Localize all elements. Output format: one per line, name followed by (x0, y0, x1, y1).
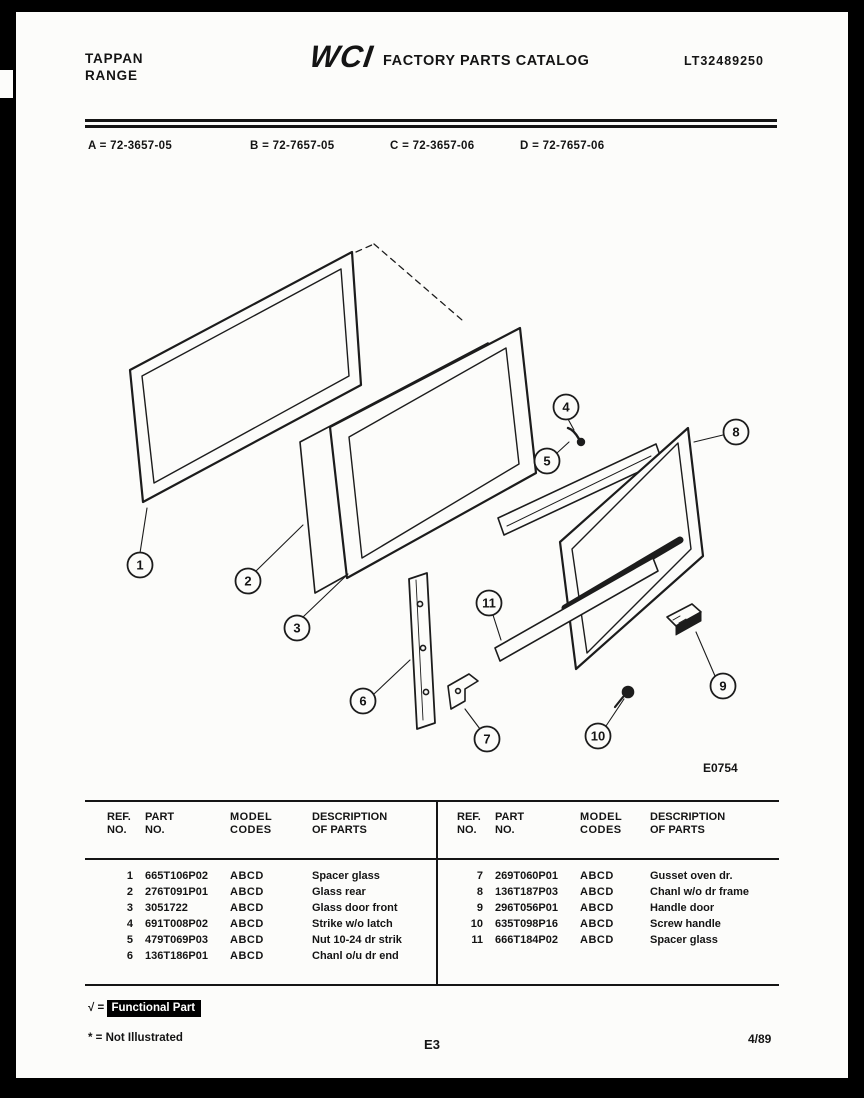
col-desc-header: DESCRIPTION OF PARTS (312, 811, 388, 836)
callout-1 (128, 553, 153, 578)
cell-desc: Nut 10-24 dr strik (312, 934, 402, 946)
part-9-handle (667, 604, 701, 635)
svg-text:4: 4 (562, 399, 570, 415)
table-row (438, 884, 779, 900)
parts-table-left (85, 802, 436, 984)
cell-codes: ABCD (230, 950, 264, 962)
callout-6 (351, 689, 376, 714)
cell-codes: ABCD (230, 902, 264, 914)
catalog-title: FACTORY PARTS CATALOG (383, 53, 590, 69)
scan-artifact (0, 70, 13, 98)
projection-dashed-line (356, 244, 462, 320)
parts-table (85, 800, 779, 986)
part-4-strike (568, 428, 584, 445)
table-row (85, 868, 436, 884)
table-row (85, 948, 436, 964)
svg-text:5: 5 (543, 453, 551, 469)
cell-part: 136T186P01 (145, 950, 208, 962)
callout-9 (711, 674, 736, 699)
cell-ref: 2 (126, 886, 133, 898)
model-code-b: B = 72-7657-05 (250, 140, 335, 152)
model-code-d: D = 72-7657-06 (520, 140, 605, 152)
col-part-header: PART NO. (145, 811, 175, 836)
cell-codes: ABCD (230, 886, 264, 898)
table-row (85, 900, 436, 916)
cell-desc: Spacer glass (312, 870, 380, 882)
col-part-header: PART NO. (495, 811, 525, 836)
cell-ref: 7 (476, 870, 483, 882)
cell-codes: ABCD (230, 934, 264, 946)
svg-text:9: 9 (719, 678, 727, 694)
table-row (438, 916, 779, 932)
table-row (438, 932, 779, 948)
page-number: E3 (424, 1037, 440, 1052)
col-ref-header: REF. NO. (107, 811, 131, 836)
cell-part: 276T091P01 (145, 886, 208, 898)
functional-part-label: Functional Part (107, 1000, 201, 1017)
part-10-screw (615, 687, 634, 708)
svg-text:3: 3 (293, 620, 301, 636)
table-header (85, 811, 436, 837)
cell-ref: 10 (470, 918, 483, 930)
model-code-a: A = 72-3657-05 (88, 140, 173, 152)
col-ref-header: REF. NO. (457, 811, 481, 836)
exploded-view-diagram (60, 180, 760, 790)
svg-text:2: 2 (244, 573, 252, 589)
document-code: LT32489250 (684, 54, 764, 68)
cell-part: 3051722 (145, 902, 188, 914)
callout-8 (724, 420, 749, 445)
callout-7 (475, 727, 500, 752)
svg-text:7: 7 (483, 731, 491, 747)
svg-text:8: 8 (732, 424, 740, 440)
callout-3 (285, 616, 310, 641)
cell-ref: 1 (126, 870, 133, 882)
cell-ref: 5 (126, 934, 133, 946)
cell-ref: 8 (476, 886, 483, 898)
table-body-left (85, 868, 436, 964)
table-row (438, 900, 779, 916)
cell-desc: Strike w/o latch (312, 918, 393, 930)
cell-part: 691T008P02 (145, 918, 208, 930)
col-codes-header: MODEL CODES (230, 811, 273, 836)
cell-ref: 4 (126, 918, 133, 930)
cell-part: 296T056P01 (495, 902, 558, 914)
model-code-c: C = 72-3657-06 (390, 140, 475, 152)
callout-10 (586, 724, 611, 749)
table-row (85, 884, 436, 900)
svg-text:11: 11 (482, 595, 496, 611)
functional-part-note (88, 1002, 201, 1014)
cell-desc: Screw handle (650, 918, 721, 930)
cell-codes: ABCD (230, 918, 264, 930)
cell-part: 136T187P03 (495, 886, 558, 898)
date-code: 4/89 (748, 1032, 772, 1046)
catalog-page (16, 12, 848, 1078)
parts-table-right (438, 802, 779, 984)
table-body-right (438, 868, 779, 948)
cell-ref: 3 (126, 902, 133, 914)
svg-text:1: 1 (136, 557, 144, 573)
cell-part: 666T184P02 (495, 934, 558, 946)
callout-5 (535, 449, 560, 474)
cell-ref: 9 (476, 902, 483, 914)
cell-ref: 11 (471, 934, 483, 946)
svg-text:6: 6 (359, 693, 367, 709)
cell-part: 479T069P03 (145, 934, 208, 946)
cell-part: 269T060P01 (495, 870, 558, 882)
part-3-glass-door-front (330, 328, 536, 578)
callout-4 (554, 395, 579, 420)
cell-codes: ABCD (580, 934, 614, 946)
col-codes-header: MODEL CODES (580, 811, 623, 836)
cell-desc: Glass rear (312, 886, 366, 898)
functional-part-prefix: √ = (88, 1002, 105, 1014)
wci-logo: WCI (307, 39, 376, 74)
col-desc-header: DESCRIPTION OF PARTS (650, 811, 726, 836)
table-row (85, 916, 436, 932)
cell-desc: Gusset oven dr. (650, 870, 733, 882)
cell-codes: ABCD (580, 886, 614, 898)
brand-line-1: TAPPAN (85, 51, 144, 66)
header-rule (85, 119, 777, 128)
callout-2 (236, 569, 261, 594)
svg-text:10: 10 (590, 728, 606, 744)
part-7-gusset (448, 674, 478, 709)
cell-desc: Handle door (650, 902, 715, 914)
cell-codes: ABCD (580, 870, 614, 882)
not-illustrated-note: * = Not Illustrated (88, 1032, 183, 1044)
cell-ref: 6 (126, 950, 133, 962)
cell-desc: Glass door front (312, 902, 398, 914)
brand-name (85, 50, 143, 84)
table-header (438, 811, 779, 837)
figure-code: E0754 (703, 761, 738, 775)
brand-line-2: RANGE (85, 68, 138, 83)
callout-11 (477, 591, 502, 616)
cell-part: 635T098P16 (495, 918, 558, 930)
part-6-channel (409, 573, 435, 729)
table-row (438, 868, 779, 884)
cell-codes: ABCD (580, 918, 614, 930)
cell-codes: ABCD (580, 902, 614, 914)
cell-desc: Spacer glass (650, 934, 718, 946)
cell-desc: Chanl o/u dr end (312, 950, 399, 962)
cell-desc: Chanl w/o dr frame (650, 886, 750, 898)
cell-part: 665T106P02 (145, 870, 208, 882)
table-row (85, 932, 436, 948)
cell-codes: ABCD (230, 870, 264, 882)
